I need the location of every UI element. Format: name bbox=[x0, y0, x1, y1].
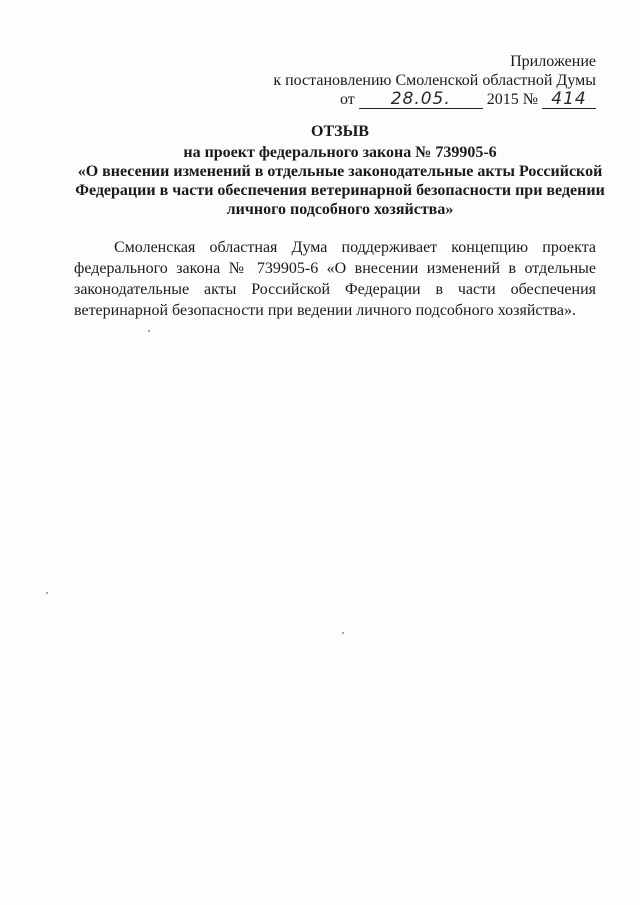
date-number-line bbox=[236, 90, 596, 109]
appendix-header bbox=[236, 52, 596, 109]
body-paragraph: Смоленская областная Дума поддерживает концепцию проекта федерального закона № 739905-6 «О внесении изменений в отдельные законодательные акты Российской Федерации в части обеспечения ветеринарной безопасности при ведении личного подсобного хозяйства». bbox=[74, 239, 596, 319]
scan-speck bbox=[342, 632, 344, 634]
title-line-1: на проект федерального закона № 739905-6 bbox=[183, 144, 497, 161]
scan-speck bbox=[46, 592, 48, 594]
title-main: ОТЗЫВ bbox=[311, 123, 369, 140]
title-line-2: «О внесении изменений в отдельные законодательные акты Российской bbox=[77, 163, 603, 180]
resolution-reference: к постановлению Смоленской областной Думы bbox=[273, 72, 596, 89]
title-line-4: личного подсобного хозяйства» bbox=[226, 201, 454, 218]
handwritten-number: 414 bbox=[542, 91, 596, 109]
scan-speck bbox=[148, 330, 150, 332]
handwritten-date: 28.05. bbox=[359, 91, 483, 109]
document-title bbox=[70, 122, 610, 219]
from-label: от bbox=[339, 91, 355, 108]
year-number-label: 2015 № bbox=[486, 91, 538, 108]
appendix-label: Приложение bbox=[510, 53, 596, 70]
title-line-3: Федерации в части обеспечения ветеринарной безопасности при ведении bbox=[75, 182, 605, 199]
